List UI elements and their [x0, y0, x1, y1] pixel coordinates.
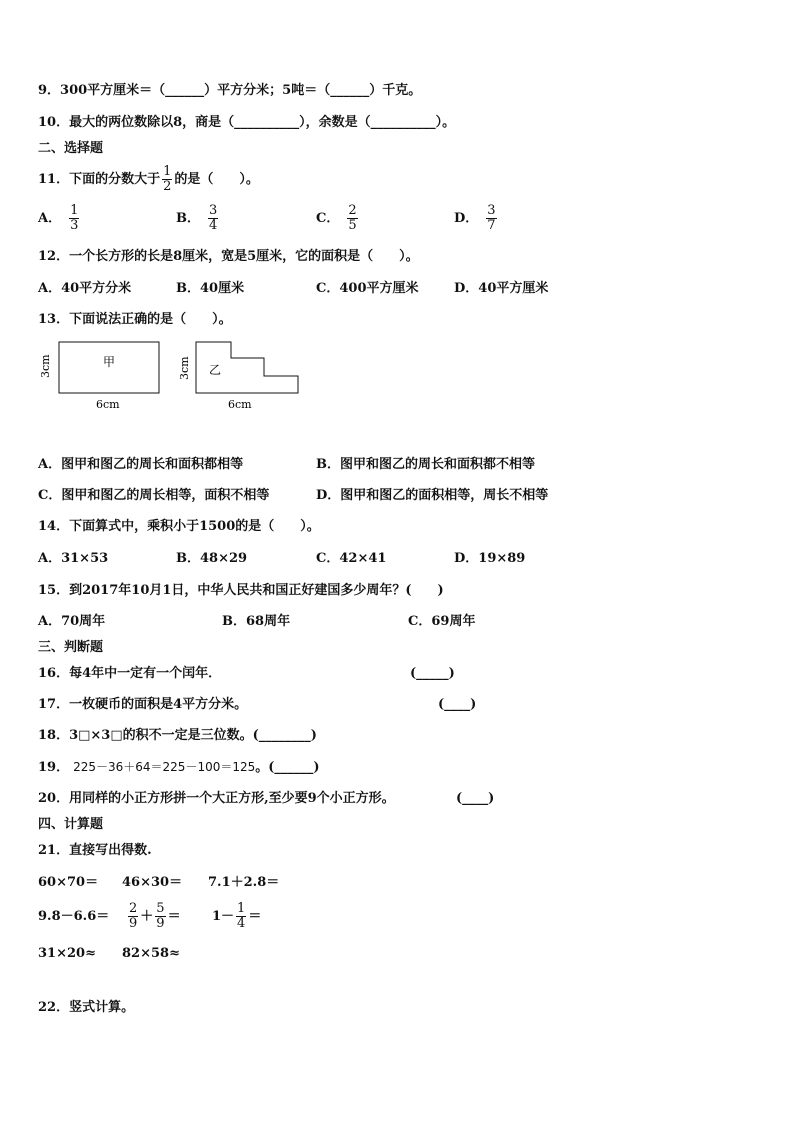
option-14-a[interactable]: A．31×53 [38, 551, 109, 566]
section-heading-judge: 三、判断题 [38, 640, 104, 655]
calc-6: 1－ $\frac{1}{4}$ ＝ [212, 901, 262, 931]
option-12-a[interactable]: A．40平方分米 [38, 281, 132, 296]
question-20: 20．用同样的小正方形拼一个大正方形,至少要9个小正方形。 [38, 791, 395, 806]
option-fraction: $\frac{3}{7}$ [487, 203, 496, 233]
calc-5: $\frac{2}{9}$ ＋ $\frac{5}{9}$ ＝ [129, 901, 181, 931]
option-fraction: $\frac{2}{5}$ [348, 203, 357, 233]
option-11-d[interactable]: D． $\frac{3}{7}$ [454, 203, 496, 233]
question-19 [38, 758, 320, 777]
figure-jia [34, 338, 174, 416]
calc-8: 82×58≈ [122, 946, 180, 961]
option-12-c[interactable]: C．400平方厘米 [316, 281, 419, 296]
option-fraction: $\frac{3}{4}$ [209, 203, 218, 233]
calc-4: 9.8－6.6＝ [38, 909, 110, 924]
option-fraction: $\frac{1}{3}$ [70, 203, 79, 233]
question-19-expression: 225－36＋64＝225－100＝125 [73, 760, 256, 774]
option-15-c[interactable]: C．69周年 [408, 614, 476, 629]
option-13-c[interactable]: C．图甲和图乙的周长相等，面积不相等 [38, 488, 270, 503]
calc-1: 60×70＝ [38, 875, 99, 890]
question-17: 17．一枚硬币的面积是4平方分米。 [38, 697, 248, 712]
question-18: 18．3□×3□的积不一定是三位数。(________) [38, 728, 317, 743]
option-15-b[interactable]: B．68周年 [222, 614, 291, 629]
option-14-d[interactable]: D．19×89 [454, 551, 526, 566]
section-heading-calc: 四、计算题 [38, 817, 104, 832]
fraction-half: $\frac{1}{2}$ [163, 164, 172, 194]
question-16: 16．每4年中一定有一个闰年． [38, 666, 222, 681]
question-22: 22．竖式计算。 [38, 1000, 135, 1015]
option-11-a[interactable]: A． $\frac{1}{3}$ [38, 203, 79, 233]
calc-2: 46×30＝ [122, 875, 183, 890]
figure-jia-label: 甲 [103, 355, 116, 369]
option-13-b[interactable]: B．图甲和图乙的周长和面积都不相等 [316, 457, 535, 472]
question-11-suffix: 的是（ ）。 [174, 172, 259, 187]
figure-yi-height: 3cm [178, 356, 191, 380]
figure-yi-label: 乙 [209, 363, 222, 377]
option-11-c[interactable]: C． $\frac{2}{5}$ [316, 203, 357, 233]
figure-jia-height: 3cm [39, 354, 52, 378]
answer-blank-20[interactable]: (____) [456, 791, 495, 806]
answer-blank-16[interactable]: (_____) [410, 666, 455, 681]
option-12-b[interactable]: B．40厘米 [176, 281, 245, 296]
figure-jia-width: 6cm [96, 398, 120, 411]
option-14-c[interactable]: C．42×41 [316, 551, 387, 566]
question-19-number: 19． [38, 760, 70, 775]
option-12-d[interactable]: D．40平方厘米 [454, 281, 549, 296]
option-13-d[interactable]: D．图甲和图乙的面积相等，周长不相等 [316, 488, 549, 503]
option-11-b[interactable]: B． $\frac{3}{4}$ [176, 203, 218, 233]
question-21: 21．直接写出得数. [38, 843, 152, 858]
question-10: 10．最大的两位数除以8，商是（__________），余数是（__________）。 [38, 115, 456, 130]
question-12: 12．一个长方形的长是8厘米，宽是5厘米，它的面积是（ ）。 [38, 249, 419, 264]
option-13-a[interactable]: A．图甲和图乙的周长和面积都相等 [38, 457, 244, 472]
section-heading-choice: 二、选择题 [38, 141, 104, 156]
calc-7: 31×20≈ [38, 946, 96, 961]
calc-3: 7.1＋2.8＝ [208, 875, 280, 890]
figure-yi [176, 338, 306, 416]
option-15-a[interactable]: A．70周年 [38, 614, 106, 629]
question-11-prefix: 11．下面的分数大于 [38, 172, 161, 187]
question-19-blank[interactable]: 。(______) [255, 760, 320, 775]
figure-yi-width: 6cm [228, 398, 252, 411]
question-13: 13．下面说法正确的是（ ）。 [38, 312, 232, 327]
question-9: 9．300平方厘米＝（______）平方分米；5吨＝（______）千克。 [38, 83, 422, 98]
question-14: 14．下面算式中，乘积小于1500的是（ ）。 [38, 519, 320, 534]
question-11 [38, 163, 259, 197]
option-14-b[interactable]: B．48×29 [176, 551, 248, 566]
answer-blank-17[interactable]: (____) [438, 697, 477, 712]
question-15: 15．到2017年10月1日，中华人民共和国正好建国多少周年？( ) [38, 583, 444, 598]
